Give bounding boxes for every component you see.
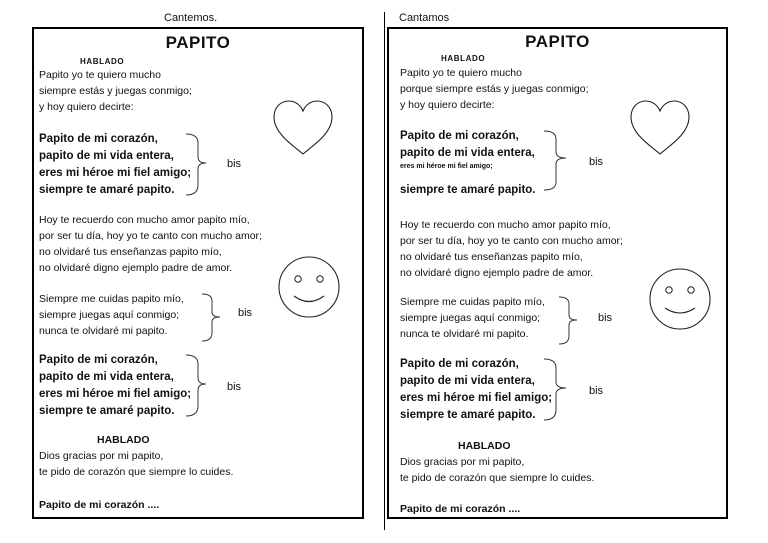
song-title: PAPITO <box>165 33 231 52</box>
left-caption: Cantemos. <box>164 12 218 24</box>
heart-icon <box>629 100 691 156</box>
lyric-line: papito de mi vida entera, <box>39 150 174 162</box>
lyric-line: por ser tu día, hoy yo te canto con mucho amor; <box>39 230 262 242</box>
verse2-stanza <box>39 291 184 339</box>
lyric-line: te pido de corazón que siempre lo cuides. <box>400 472 595 484</box>
lyric-line: siempre te amaré papito. <box>39 184 175 196</box>
bis-label: bis <box>227 381 242 393</box>
lyric-line: Siempre me cuidas papito mío, <box>400 296 545 308</box>
spoken-label: HABLADO <box>80 57 125 66</box>
repeat-brace <box>184 354 214 418</box>
chorus2-stanza <box>39 352 191 420</box>
lyric-line: siempre estás y juegas conmigo; <box>39 85 192 97</box>
smiley-face-icon <box>648 267 712 331</box>
chorus-stanza <box>400 128 536 199</box>
lyric-line: siempre te amaré papito. <box>400 184 536 196</box>
lyric-line: Papito de mi corazón, <box>39 354 158 366</box>
closing-stanza <box>400 454 594 486</box>
lyric-line: Papito de mi corazón, <box>400 358 519 370</box>
lyric-line: Hoy te recuerdo con mucho amor papito mío, <box>39 214 250 226</box>
lyric-line: siempre juegas aquí conmigo; <box>400 312 541 324</box>
lyric-line: no olvidaré tus enseñanzas papito mío, <box>39 246 222 258</box>
ending-line: Papito de mi corazón .... <box>400 503 521 515</box>
lyric-line: eres mi héroe mi fiel amigo; <box>39 388 192 400</box>
lyric-line: te pido de corazón que siempre lo cuides. <box>39 466 234 478</box>
lyric-line: no olvidaré digno ejemplo padre de amor. <box>400 267 594 279</box>
right-song-sheet <box>387 27 728 519</box>
lyric-line: nunca te olvidaré mi papito. <box>39 325 168 337</box>
lyric-line: no olvidaré digno ejemplo padre de amor. <box>39 262 233 274</box>
intro-stanza <box>400 65 589 113</box>
lyric-line: Dios gracias por mi papito, <box>400 456 525 468</box>
repeat-brace <box>184 133 214 197</box>
lyric-line: no olvidaré tus enseñanzas papito mío, <box>400 251 583 263</box>
verse2-stanza <box>400 294 545 342</box>
verse-stanza <box>39 212 262 276</box>
spoken-label: HABLADO <box>97 434 150 446</box>
closing-stanza <box>39 448 233 480</box>
verse-stanza <box>400 217 623 281</box>
bis-label: bis <box>589 156 604 168</box>
chorus2-stanza <box>400 356 552 424</box>
heart-icon <box>272 100 334 156</box>
bis-label: bis <box>227 158 242 170</box>
lyric-line: y hoy quiero decirte: <box>39 101 134 113</box>
lyric-line: papito de mi vida entera, <box>400 375 535 387</box>
lyric-line: Siempre me cuidas papito mío, <box>39 293 184 305</box>
lyric-line: papito de mi vida entera, <box>39 371 174 383</box>
lyric-line: eres mi héroe mi fiel amigo; <box>39 167 192 179</box>
lyric-line: Papito yo te quiero mucho <box>400 67 522 79</box>
right-caption: Cantamos <box>399 12 450 24</box>
page-divider <box>384 12 385 530</box>
lyric-line: siempre te amaré papito. <box>400 409 536 421</box>
spoken-label: HABLADO <box>458 440 511 452</box>
lyric-line: papito de mi vida entera, <box>400 147 535 159</box>
repeat-brace <box>542 358 574 422</box>
lyric-line: siempre te amaré papito. <box>39 405 175 417</box>
ending-line: Papito de mi corazón .... <box>39 499 160 511</box>
lyric-line: Papito de mi corazón, <box>400 130 519 142</box>
lyric-line: Hoy te recuerdo con mucho amor papito mío, <box>400 219 611 231</box>
repeat-brace <box>557 296 587 346</box>
bis-label: bis <box>598 312 613 324</box>
chorus-stanza <box>39 131 191 199</box>
repeat-brace <box>542 130 574 192</box>
lyric-line: y hoy quiero decirte: <box>400 99 495 111</box>
lyric-line: por ser tu día, hoy yo te canto con mucho amor; <box>400 235 623 247</box>
lyric-line-small: eres mi héroe mi fiel amigo; <box>400 163 493 170</box>
bis-label: bis <box>589 385 604 397</box>
lyric-line: Papito de mi corazón, <box>39 133 158 145</box>
bis-label: bis <box>238 307 253 319</box>
lyric-line: eres mi héroe mi fiel amigo; <box>400 392 553 404</box>
lyric-line: nunca te olvidaré mi papito. <box>400 328 529 340</box>
smiley-face-icon <box>277 255 341 319</box>
left-song-sheet <box>32 27 364 519</box>
spoken-label: HABLADO <box>441 54 486 63</box>
intro-stanza <box>39 67 192 115</box>
lyric-line: siempre juegas aquí conmigo; <box>39 309 180 321</box>
lyric-line: Dios gracias por mi papito, <box>39 450 164 462</box>
repeat-brace <box>200 293 230 343</box>
lyric-line: porque siempre estás y juegas conmigo; <box>400 83 589 95</box>
song-title: PAPITO <box>525 32 590 51</box>
lyric-line: Papito yo te quiero mucho <box>39 69 161 81</box>
